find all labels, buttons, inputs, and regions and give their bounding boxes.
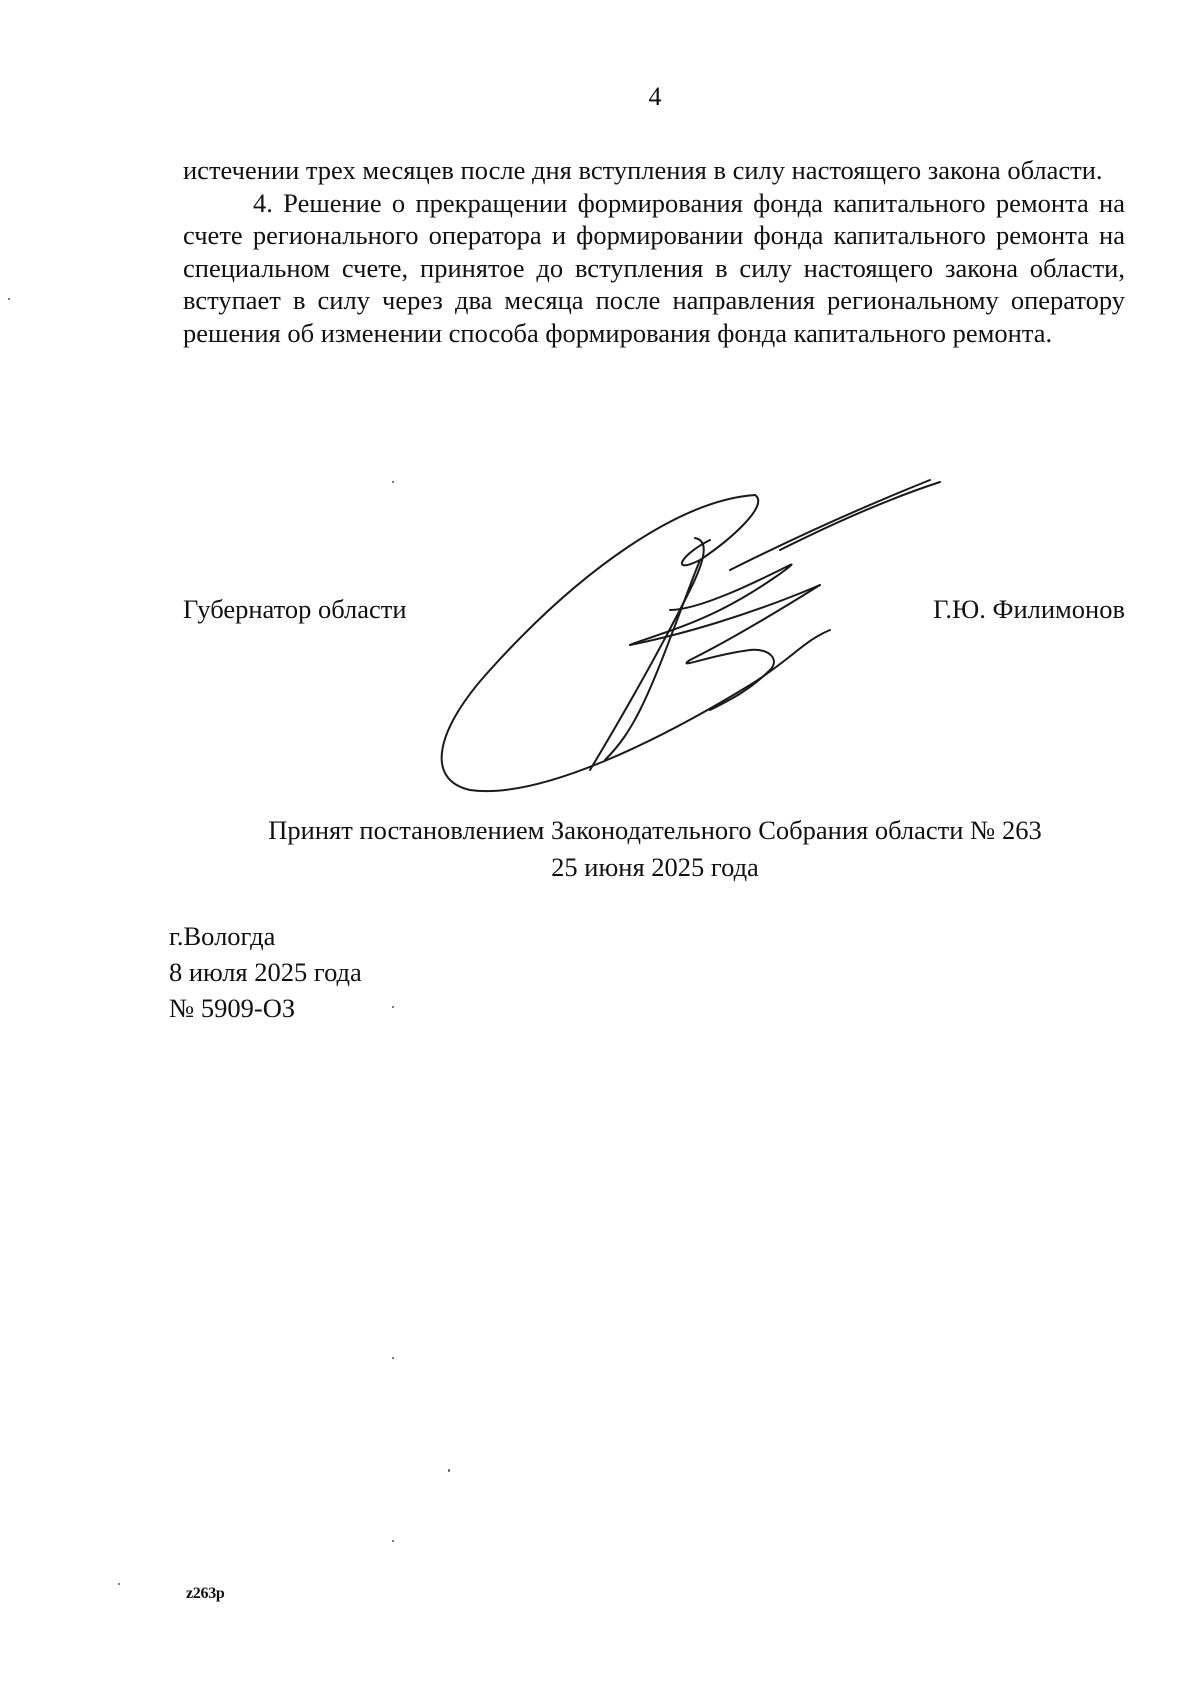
place-date-number-block (169, 918, 362, 1026)
page-number: 4 (648, 82, 662, 111)
scan-speck (392, 481, 394, 483)
signature-block (183, 594, 1125, 628)
adoption-line-1: Принят постановлением Законодательного Собрания области № 263 (268, 815, 1042, 845)
signatory-name: Г.Ю. Филимонов (933, 594, 1125, 624)
scan-speck (392, 1357, 394, 1359)
paragraph-continuation: истечении трех месяцев после дня вступления в силу настоящего закона области. (183, 155, 1103, 185)
law-number: № 5909-ОЗ (169, 993, 296, 1023)
signatory-position: Губернатор области (183, 594, 407, 624)
body-text (183, 154, 1125, 349)
scan-speck (118, 1583, 120, 1585)
city: г.Вологда (169, 921, 276, 951)
scan-speck (448, 1469, 450, 1472)
scan-speck (392, 1006, 394, 1008)
document-code: z263p (186, 1585, 225, 1602)
scan-speck (392, 1540, 394, 1542)
scan-speck (8, 298, 10, 300)
law-date: 8 июля 2025 года (169, 957, 362, 987)
adoption-block (0, 812, 1200, 886)
handwritten-signature (430, 460, 1000, 810)
adoption-line-2: 25 июня 2025 года (551, 852, 759, 882)
paragraph-4: 4. Решение о прекращении формирования фонда капитального ремонта на счете регионального оператора и формировании фонда капитального ремонта на специальном счете, принятое до вступления в силу настоящего закона области, вступает в силу через два месяца после направления региональному оператору решения об изменении способа формирования фонда капитального ремонта. (183, 187, 1125, 348)
